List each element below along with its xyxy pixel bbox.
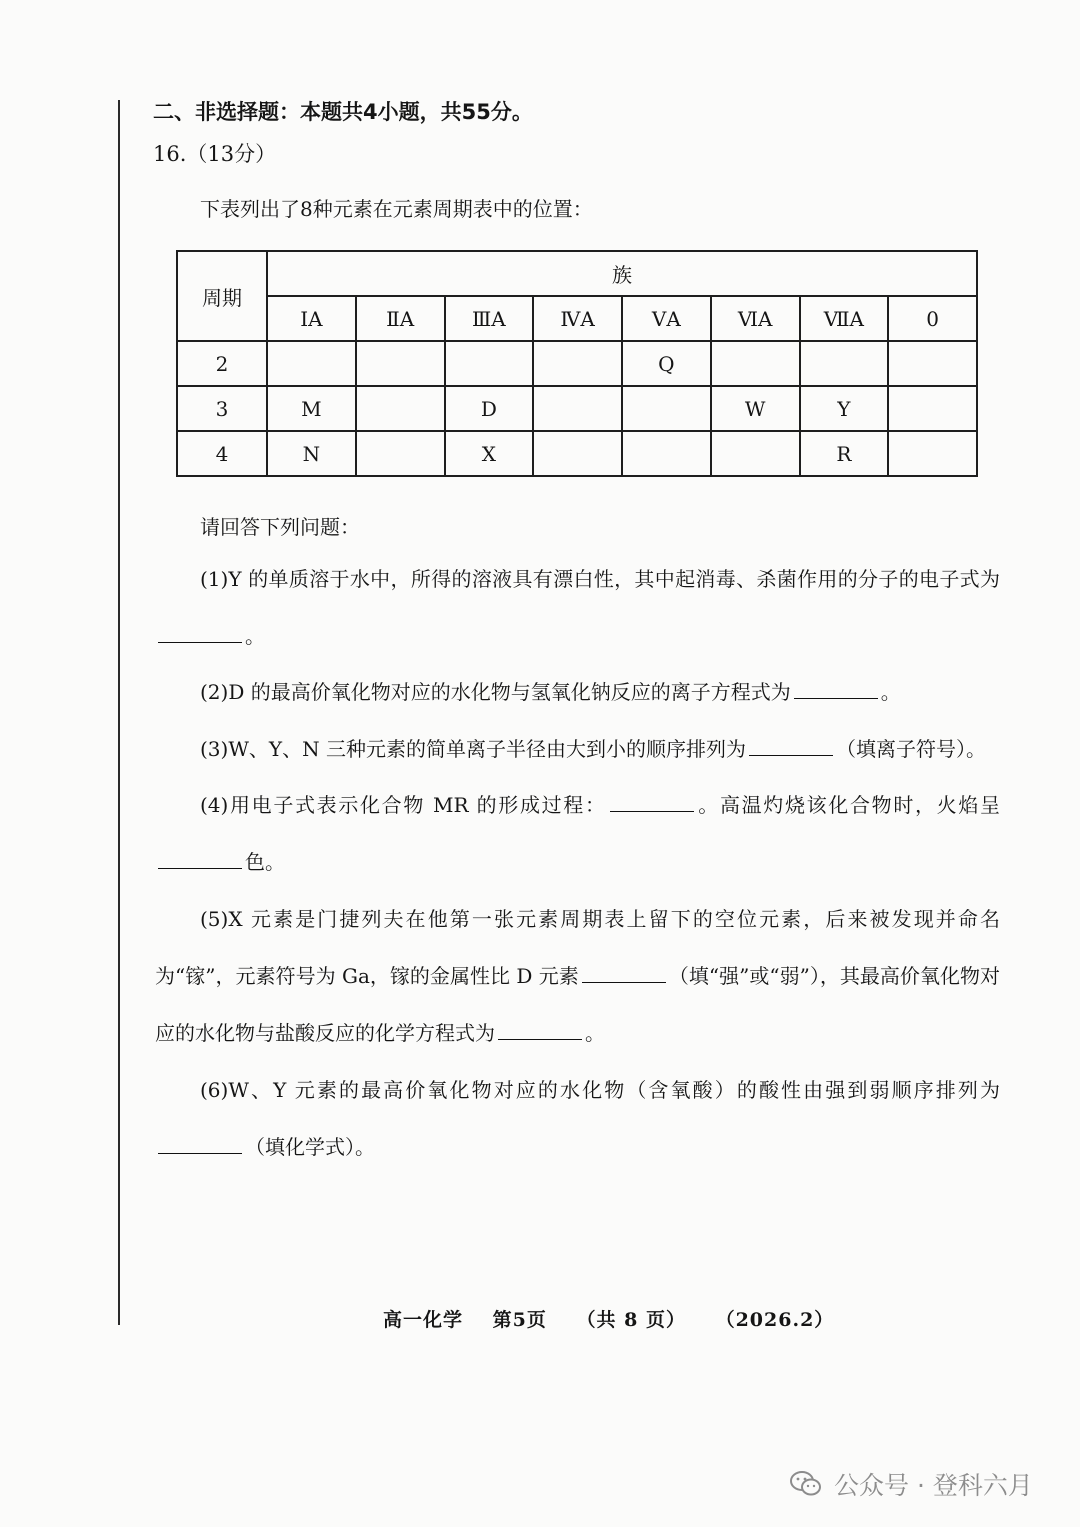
answer-blank[interactable] bbox=[749, 754, 833, 756]
table-cell bbox=[888, 431, 977, 476]
group-label: ⅤA bbox=[622, 296, 711, 341]
page-footer bbox=[383, 1305, 856, 1332]
table-cell bbox=[533, 341, 622, 386]
sub-question-text: （填“强”或“弱”），其最高价氧化物对应的水化物与盐酸反应的化学方程式为 bbox=[155, 964, 1000, 1045]
table-cell bbox=[711, 341, 800, 386]
sub-question-2 bbox=[155, 664, 1000, 721]
table-cell bbox=[711, 431, 800, 476]
sub-question-text: （填离子符号）。 bbox=[835, 737, 986, 761]
group-labels-row bbox=[177, 296, 977, 341]
sub-question-text: 。 bbox=[880, 680, 901, 704]
table-cell bbox=[622, 386, 711, 431]
period-number: 3 bbox=[177, 386, 267, 431]
table-cell bbox=[445, 341, 534, 386]
question-number: 16.（13分） bbox=[153, 142, 277, 166]
wechat-icon bbox=[790, 1470, 822, 1498]
group-label: ⅢA bbox=[445, 296, 534, 341]
table-cell: R bbox=[800, 431, 889, 476]
table-cell: M bbox=[267, 386, 356, 431]
answer-blank[interactable] bbox=[158, 867, 242, 869]
sub-question-text: (5)X 元素是门捷列夫在他第一张元素周期表上留下的空位元素，后来被发现并命名为“镓”，元素符号为 Ga，镓的金属性比 D 元素 bbox=[155, 907, 1000, 988]
group-label: ⅥA bbox=[711, 296, 800, 341]
period-number: 4 bbox=[177, 431, 267, 476]
section-heading: 二、非选择题：本题共4小题，共55分。 bbox=[153, 100, 533, 124]
table-cell bbox=[356, 386, 445, 431]
group-header: 族 bbox=[267, 251, 977, 296]
group-label: 0 bbox=[888, 296, 977, 341]
table-cell: N bbox=[267, 431, 356, 476]
group-label: ⅠA bbox=[267, 296, 356, 341]
watermark bbox=[790, 1466, 1033, 1502]
sub-question-text: (4)用电子式表示化合物 MR 的形成过程： bbox=[200, 793, 607, 817]
table-cell bbox=[356, 431, 445, 476]
margin-line bbox=[118, 100, 120, 1325]
table-cell bbox=[800, 341, 889, 386]
sub-question-text: 。 bbox=[245, 624, 265, 648]
group-label: ⅡA bbox=[356, 296, 445, 341]
table-cell bbox=[888, 341, 977, 386]
table-cell: Q bbox=[622, 341, 711, 386]
footer-subject: 高一化学 bbox=[383, 1309, 464, 1331]
table-cell bbox=[267, 341, 356, 386]
footer-page: 第5页 bbox=[492, 1309, 547, 1331]
table-row bbox=[177, 431, 977, 476]
table-cell: Y bbox=[800, 386, 889, 431]
sub-question-text: 。高温灼烧该化合物时，火焰呈 bbox=[696, 793, 1000, 817]
group-label: ⅣA bbox=[533, 296, 622, 341]
answer-blank[interactable] bbox=[158, 1152, 242, 1154]
sub-question-text: (1)Y 的单质溶于水中，所得的溶液具有漂白性，其中起消毒、杀菌作用的分子的电子式为 bbox=[200, 567, 1000, 591]
watermark-text: 公众号 · 登科六月 bbox=[834, 1471, 1033, 1500]
table-cell bbox=[888, 386, 977, 431]
period-number: 2 bbox=[177, 341, 267, 386]
sub-question-text: （填化学式）。 bbox=[245, 1135, 375, 1159]
table-cell: W bbox=[711, 386, 800, 431]
sub-question-6 bbox=[155, 1062, 1000, 1176]
footer-date: （2026.2） bbox=[715, 1309, 835, 1331]
table-cell bbox=[533, 431, 622, 476]
footer-total: （共 8 页） bbox=[576, 1309, 686, 1331]
answer-blank[interactable] bbox=[158, 641, 242, 643]
answer-prompt: 请回答下列问题： bbox=[200, 515, 360, 539]
period-header: 周期 bbox=[177, 251, 267, 341]
question-intro: 下表列出了8种元素在元素周期表中的位置： bbox=[200, 197, 593, 221]
table-cell bbox=[533, 386, 622, 431]
table-header-row bbox=[177, 251, 977, 296]
sub-question-text: 色。 bbox=[245, 850, 285, 874]
table-cell bbox=[622, 431, 711, 476]
sub-question-5 bbox=[155, 891, 1000, 1062]
sub-question-text: (6)W、Y 元素的最高价氧化物对应的水化物（含氧酸）的酸性由强到弱顺序排列为 bbox=[200, 1078, 1000, 1102]
periodic-table bbox=[176, 250, 978, 477]
sub-question-text: (2)D 的最高价氧化物对应的水化物与氢氧化钠反应的离子方程式为 bbox=[200, 680, 791, 704]
sub-question-4 bbox=[155, 777, 1000, 891]
table-row bbox=[177, 341, 977, 386]
group-label: ⅦA bbox=[800, 296, 889, 341]
sub-question-3 bbox=[155, 721, 1000, 778]
table-row bbox=[177, 386, 977, 431]
sub-question-text: (3)W、Y、N 三种元素的简单离子半径由大到小的顺序排列为 bbox=[200, 737, 746, 761]
answer-blank[interactable] bbox=[610, 810, 694, 812]
sub-question-1 bbox=[155, 551, 1000, 665]
table-cell bbox=[356, 341, 445, 386]
answer-blank[interactable] bbox=[498, 1038, 582, 1040]
answer-blank[interactable] bbox=[582, 981, 666, 983]
answer-blank[interactable] bbox=[794, 697, 878, 699]
table-cell: X bbox=[445, 431, 534, 476]
table-cell: D bbox=[445, 386, 534, 431]
sub-question-text: 。 bbox=[585, 1021, 605, 1045]
